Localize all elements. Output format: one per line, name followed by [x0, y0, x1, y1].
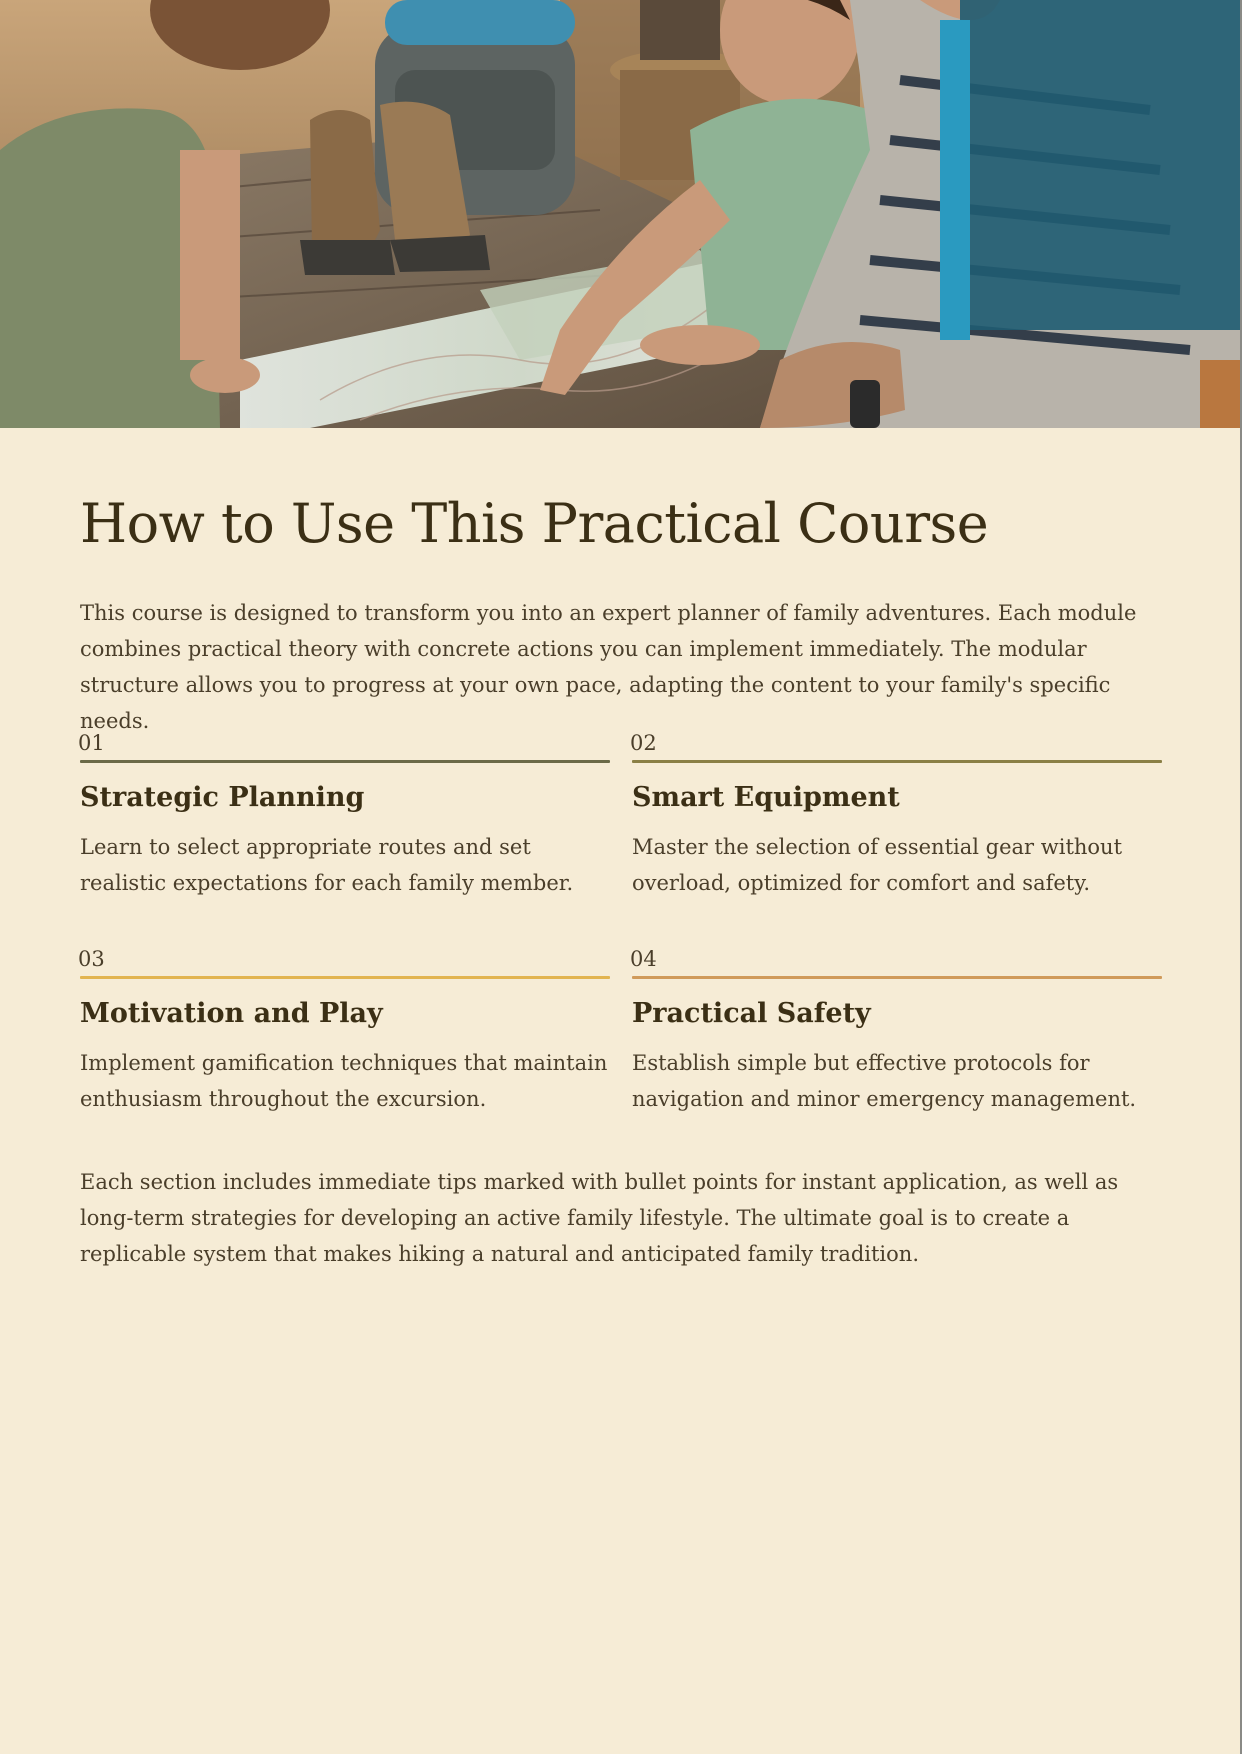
module-strategic-planning	[80, 728, 610, 901]
module-description: Implement gamification techniques that maintain enthusiasm throughout the excursion.	[80, 1051, 608, 1111]
module-smart-equipment	[632, 728, 1162, 901]
family-planning-hike-photo-icon	[0, 0, 1240, 428]
module-motivation-and-play	[80, 944, 610, 1117]
module-rule	[80, 760, 610, 763]
module-title: Practical Safety	[632, 998, 871, 1029]
module-title: Smart Equipment	[632, 782, 900, 813]
module-number: 04	[630, 947, 657, 971]
module-rule	[80, 976, 610, 979]
module-description: Learn to select appropriate routes and set realistic expectations for each family member.	[80, 835, 574, 895]
intro-paragraph: This course is designed to transform you into an expert planner of family adventures. Each module combines practical theory with concrete actions you can implement immediately. The modular structure allows you to progress at your own pace, adapting the content to your family's specific needs.	[80, 601, 1137, 733]
hero-image	[0, 0, 1240, 428]
module-practical-safety	[632, 944, 1162, 1117]
module-number: 03	[78, 947, 105, 971]
page-title: How to Use This Practical Course	[80, 492, 989, 555]
module-title: Strategic Planning	[80, 782, 365, 813]
module-title: Motivation and Play	[80, 998, 383, 1029]
module-rule	[632, 976, 1162, 979]
module-description: Establish simple but effective protocols for navigation and minor emergency management.	[632, 1051, 1137, 1111]
module-number: 02	[630, 731, 657, 755]
module-description: Master the selection of essential gear without overload, optimized for comfort and safety.	[632, 835, 1123, 895]
module-number: 01	[78, 731, 105, 755]
module-rule	[632, 760, 1162, 763]
closing-paragraph: Each section includes immediate tips marked with bullet points for instant application, as well as long-term strategies for developing an active family lifestyle. The ultimate goal is to create a replicable system that makes hiking a natural and anticipated family tradition.	[80, 1170, 1119, 1266]
